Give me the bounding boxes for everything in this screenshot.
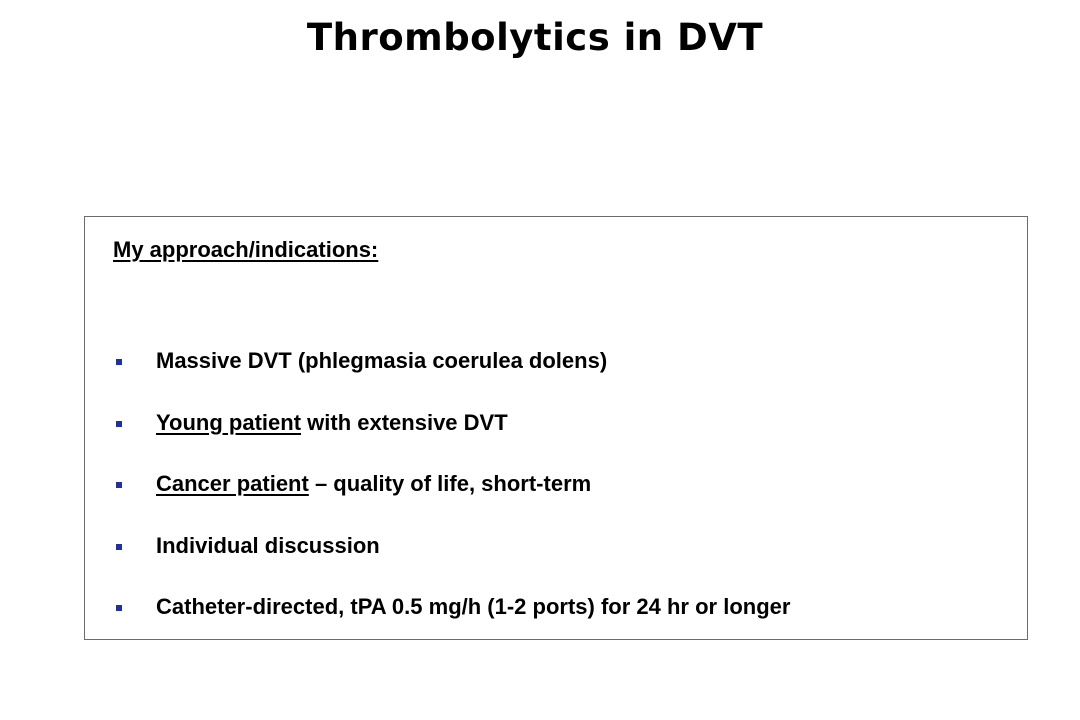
bullet-list [85, 347, 1027, 655]
bullet-rest: – quality of life, short-term [308, 471, 592, 496]
list-item [85, 593, 1027, 655]
bullet-rest: Catheter-directed, tPA 0.5 mg/h (1-2 ports) for 24 hr or longer [156, 594, 791, 619]
square-bullet-icon [116, 359, 122, 365]
bullet-rest: Individual discussion [156, 532, 380, 558]
bullet-lead: Cancer patient [156, 471, 309, 496]
bullet-text [156, 593, 790, 621]
square-bullet-icon [116, 605, 122, 611]
bullet-lead: Young patient [156, 409, 302, 435]
content-box [84, 216, 1028, 640]
bullet-text [156, 532, 380, 560]
square-bullet-icon [116, 544, 122, 550]
slide-title: Thrombolytics in DVT [306, 16, 764, 59]
list-item [85, 532, 1027, 594]
list-item [85, 409, 1027, 471]
bullet-text [156, 470, 591, 498]
bullet-text [156, 347, 607, 375]
square-bullet-icon [116, 421, 122, 427]
list-item [85, 347, 1027, 409]
bullet-text [156, 409, 508, 437]
bullet-rest: with extensive DVT [301, 409, 508, 435]
bullet-rest: Massive DVT (phlegmasia coerulea dolens) [156, 348, 608, 373]
square-bullet-icon [116, 482, 122, 488]
box-heading: My approach/indications: [113, 237, 379, 262]
list-item [85, 470, 1027, 532]
